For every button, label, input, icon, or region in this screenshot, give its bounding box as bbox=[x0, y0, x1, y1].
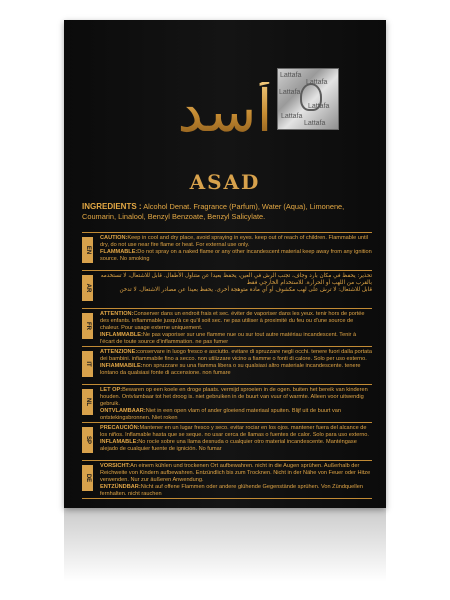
flammable-text: No rocíe sobre una llama desnuda o cualquier otro material incandescente. Manténgase alejado de cualquier fuente de ignición. No fumar bbox=[100, 439, 357, 452]
caution-text: Mantener en un lugar fresco y seco. evitar rociar en los ojos. mantener fuera del alcance de los niños. Inflamable hasta que se seque. no usar cerca de llamas o fuentes de calor. Solo para uso externo. bbox=[100, 425, 369, 438]
flammable-label: INFIAMMABILE: bbox=[100, 363, 143, 369]
brand-logo-arabic: أسد bbox=[64, 82, 386, 140]
caution-label: ATTENZIONE: bbox=[100, 349, 138, 355]
warning-section-de bbox=[82, 460, 372, 499]
caution-text: Keep in cool and dry place, avoid spraying in eyes. keep out of reach of children. Flammable until dry, do not use near fire flame or heat. For external use only. bbox=[100, 235, 369, 248]
flammable-text: قابل للاشتعال: لا ترش على لهب مكشوف أو أي مادة متوهجة أخرى. يحفظ بعيدا عن مصادر الاشتعال. لا تدخن bbox=[119, 287, 372, 293]
ingredients-text: Alcohol Denat. Fragrance (Parfum), Water (Aqua), Limonene, Coumarin, Linalool, Benzyl Benzoate, Benzyl Salicylate. bbox=[82, 202, 345, 221]
flammable-text: Ne pas vaporiser sur une flamme nue ou sur tout autre matériau incandescent. Tenir à l'écart de toute source d'inflammation. ne pas fumer bbox=[100, 332, 357, 345]
warning-text bbox=[94, 385, 372, 422]
language-code: DE bbox=[84, 473, 91, 483]
language-code: NL bbox=[84, 398, 91, 406]
warning-section-fr bbox=[82, 308, 372, 346]
language-tab bbox=[82, 351, 93, 377]
language-tab bbox=[82, 275, 93, 301]
flammable-text: Do not spray on a naked flame or any other incandescent material keep away from any ignition source. No smoking bbox=[100, 249, 372, 262]
caution-label: PRECAUCIÓN: bbox=[100, 425, 140, 431]
warning-text bbox=[94, 271, 372, 308]
ingredients-label: INGREDIENTS : bbox=[82, 202, 142, 211]
caution-text: Bewaren op een koele en droge plaats. vermijd sproeien in de ogen. buiten het bereik van kinderen houden. Ontvlambaar tot het droog is. niet gebruiken in de buurt van vuur of warmte. Alleen voor uitwendig gebruik. bbox=[100, 387, 368, 407]
language-tab bbox=[82, 427, 93, 453]
warning-text bbox=[94, 309, 372, 346]
flammable-label: ENTZÜNDBAR: bbox=[100, 484, 141, 490]
flammable-label: ONTVLAMBAAR: bbox=[100, 408, 146, 414]
warning-section-ar bbox=[82, 270, 372, 308]
language-tab bbox=[82, 313, 93, 339]
warning-section-nl bbox=[82, 384, 372, 422]
language-code: FR bbox=[84, 322, 91, 330]
language-tab bbox=[82, 237, 93, 263]
flammable-label: INFLAMMABLE: bbox=[100, 332, 143, 338]
warning-text bbox=[94, 233, 372, 270]
warning-section-sp bbox=[82, 422, 372, 460]
flammable-label: FLAMMABLE: bbox=[100, 249, 138, 255]
caution-label: CAUTION: bbox=[100, 235, 128, 241]
language-tab bbox=[82, 389, 93, 415]
ingredients bbox=[82, 202, 372, 221]
flammable-text: Nicht auf offene Flammen oder andere glühende Gegenstände sprühen. Von Zündquellen fernhalten. nicht rauchen bbox=[100, 484, 363, 497]
warning-sections bbox=[82, 232, 372, 499]
caution-text: conservare in luogo fresco e asciutto. evitare di spruzzare negli occhi. tenere fuori dalla portata dei bambini. infiammabile fino a secco. non utilizzare vicino a fiamme o fonti di calore. Solo per uso esterno. bbox=[100, 349, 372, 362]
caution-text: Conserver dans un endroit frais et sec. éviter de vaporiser dans les yeux. tenir hors de portée des enfants. inflammable jusqu'à ce qu'il soit sec. ne pas utiliser à proximité du feu ou d'une source de chaleur. Pour usage externe uniquement. bbox=[100, 311, 365, 331]
perfume-box-back bbox=[64, 20, 386, 508]
box-reflection bbox=[64, 508, 386, 600]
caution-text: An einem kühlen und trockenen Ort aufbewahren. nicht in die Augen sprühen. Außerhalb der Reichweite von Kindern aufbewahren. Entzündlich bis zum Trocknen. Nicht in der Nähe von Feuer oder Hitze verwenden. Nur zur äußeren Anwendung. bbox=[100, 463, 371, 483]
caution-text: تحذير: يحفظ في مكان بارد وجاف، تجنب الرش في العين، يحفظ بعيدا عن متناول الأطفال. قابل للاشتعال، لا تستخدمه بالقرب من اللهب أو الحرارة. للاستخدام الخارجي فقط bbox=[100, 273, 372, 286]
warning-text bbox=[94, 461, 372, 498]
language-tab bbox=[82, 465, 93, 491]
warning-text bbox=[94, 347, 372, 384]
brand-name: ASAD bbox=[189, 170, 261, 194]
flammable-text: Niet in een open vlam of ander gloeiend materiaal spuiten. Blijf uit de buurt van ontstekingsbronnen. Niet roken bbox=[100, 408, 341, 421]
flammable-text: non spruzzare su una fiamma libera o su qualsiasi altro materiale incandescente. tenere lontano da qualsiasi fonte di accensione. non fumare bbox=[100, 363, 361, 376]
caution-label: ATTENTION: bbox=[100, 311, 134, 317]
language-code: AR bbox=[84, 283, 91, 293]
warning-text bbox=[94, 423, 372, 460]
caution-label: VORSICHT: bbox=[100, 463, 131, 469]
flammable-label: INFLAMABLE: bbox=[100, 439, 139, 445]
hologram-text: Lattafa bbox=[280, 72, 302, 79]
caution-label: LET OP: bbox=[100, 387, 123, 393]
language-code: SP bbox=[84, 435, 91, 445]
warning-section-en bbox=[82, 232, 372, 270]
language-code: EN bbox=[84, 245, 91, 255]
warning-section-it bbox=[82, 346, 372, 384]
language-code: IT bbox=[84, 361, 91, 367]
